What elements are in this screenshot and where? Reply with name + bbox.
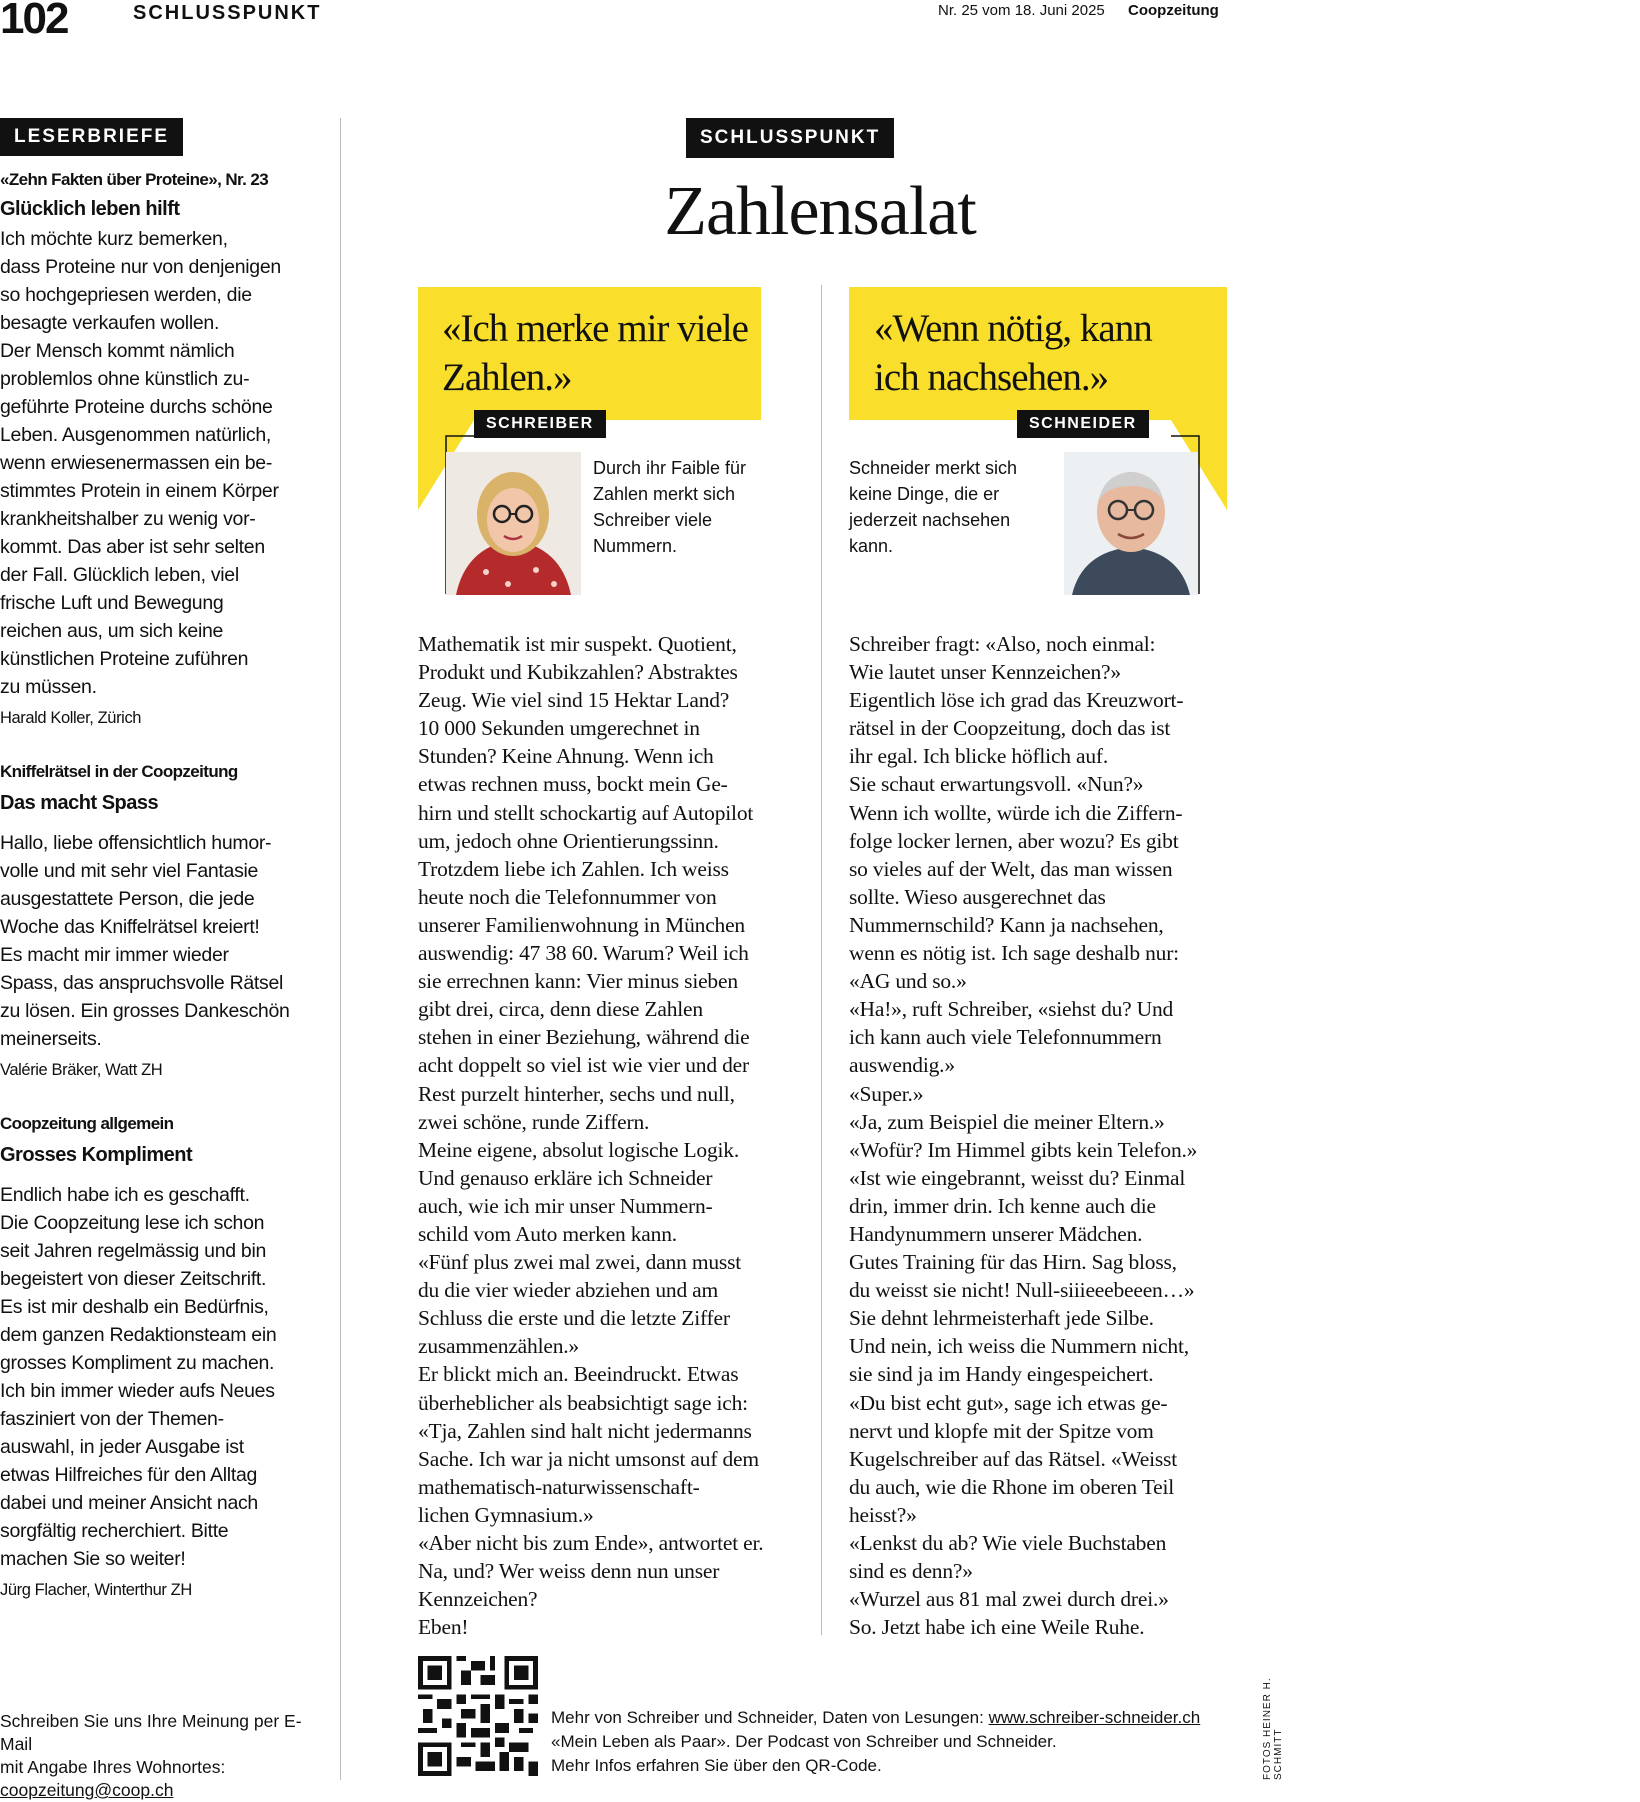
schreiber-name-badge: SCHREIBER	[474, 410, 606, 438]
letter-text: Hallo, liebe offensichtlich humor- volle und mit sehr viel Fantasie ausgestattete Person, die jede Woche das Kniffelrätsel kreiert! Es macht mir immer wieder Spass, das anspruchsvolle Rätsel zu lösen. Ein grosses Dankeschön meinerseits.	[0, 832, 290, 1050]
schreiber-caption: Durch ihr Faible für Zahlen merkt sich Schreiber viele Nummern.	[593, 458, 747, 556]
column-divider	[821, 285, 822, 1635]
letter-reference: Coopzeitung allgemein	[0, 1114, 174, 1133]
email-link[interactable]: coopzeitung@coop.ch	[0, 1780, 174, 1800]
qr-code[interactable]	[418, 1656, 538, 1776]
schneider-quote: «Wenn nötig, kann ich nachsehen.»	[874, 307, 1152, 399]
letters-column	[0, 118, 320, 1600]
letter-text: Ich möchte kurz bemerken, dass Proteine nur von denjenigen so hochgepriesen werden, die besagte verkaufen wollen. Der Mensch kommt nämlich problemlos ohne künstlich zu- geführte Proteine durchs schöne Leben. Ausgenommen natürlich, wenn erwiesenermassen ein be- stimmtes Protein in einem Körper krankheitshalber zu wenig vor- kommt. Das aber ist sehr selten der Fall. Glücklich leben, viel frische Luft und Bewegung reichen aus, um sich keine künstlichen Proteine zuführen zu müssen.	[0, 228, 281, 698]
brand-name: Coopzeitung	[1128, 2, 1219, 19]
letter-title: Grosses Kompliment	[0, 1144, 193, 1166]
letter-reference: Kniffelrätsel in der Coopzeitung	[0, 762, 238, 781]
letters-badge: LESERBRIEFE	[0, 118, 183, 156]
letter-text: Endlich habe ich es geschafft. Die Coopzeitung lese ich schon seit Jahren regelmässig und bin begeistert von dieser Zeitschrift. Es ist mir deshalb ein Bedürfnis, dem ganzen Redaktionsteam ein grosses Kompliment zu machen. Ich bin immer wieder aufs Neues fasziniert von der Themen- auswahl, in jeder Ausgabe ist etwas Hilfreiches für den Alltag dabei und meiner Ansicht nach sorgfältig recherchiert. Bitte machen Sie so weiter!	[0, 1184, 277, 1570]
photo-credit: FOTOS HEINER H. SCHMITT	[1262, 1677, 1284, 1780]
letter-title: Das macht Spass	[0, 792, 159, 814]
letter-signature: Harald Koller, Zürich	[0, 709, 142, 727]
schreiber-quote: «Ich merke mir viele Zahlen.»	[442, 307, 748, 399]
schreiber-photo	[446, 452, 581, 595]
letter-title: Glücklich leben hilft	[0, 198, 180, 220]
schneider-name-badge: SCHNEIDER	[1017, 410, 1149, 438]
headline: Zahlensalat	[664, 173, 976, 250]
schreiber-column-text: Mathematik ist mir suspekt. Quotient, Produkt und Kubikzahlen? Abstraktes Zeug. Wie viel sind 15 Hektar Land? 10 000 Sekunden umgerechnet in Stunden? Keine Ahnung. Wenn ich etwas rechnen muss, bockt mein Ge- hirn und stellt schockartig auf Autopilot um, jedoch ohne Orientierungssinn. Trotzdem liebe ich Zahlen. Ich weiss heute noch die Telefonnummer von unserer Familienwohnung in München auswendig: 47 38 60. Warum? Weil ich sie errechnen kann: Vier minus sieben gibt drei, circa, denn diese Zahlen stehen in einer Beziehung, während die acht doppelt so viel ist wie vier und der Rest purzelt hinterher, sechs und null, zwei schöne, runde Ziffern. Meine eigene, absolut logische Logik. Und genauso erkläre ich Schneider auch, wie ich mir unser Nummern- schild vom Auto merken kann. «Fünf plus zwei mal zwei, dann musst du die vier wieder abziehen und am Schluss die erste und die letzte Ziffer zusammenzählen.» Er blickt mich an. Beeindruckt. Etwas überheblicher als beabsichtigt sage ich: «Tja, Zahlen sind halt nicht jedermanns Sache. Ich war ja nicht umsonst auf dem mathematisch-naturwissenschaft- lichen Gymnasium.» «Aber nicht bis zum Ende», antwortet er. Na, und? Wer weiss denn nun unser Kennzeichen? Eben!	[418, 632, 764, 1640]
column-divider	[340, 118, 341, 1780]
letter-reference: «Zehn Fakten über Proteine», Nr. 23	[0, 170, 269, 189]
schneider-column-text: Schreiber fragt: «Also, noch einmal: Wie lautet unser Kennzeichen?» Eigentlich löse ich grad das Kreuzwort- rätsel in der Coopzeitung, doch das ist ihr egal. Ich blicke höflich auf. Sie schaut erwartungsvoll. «Nun?» Wenn ich wollte, würde ich die Ziffern- folge locker lernen, aber wozu? Es gibt so vieles auf der Welt, das man wissen sollte. Wieso ausgerechnet das Nummernschild? Kann ja nachsehen, wenn es nötig ist. Ich sage deshalb nur: «AG und so.» «Ha!», ruft Schreiber, «siehst du? Und ich kann auch viele Telefonnummern auswendig.» «Super.» «Ja, zum Beispiel die meiner Eltern.» «Wofür? Im Himmel gibts kein Telefon.» «Ist wie eingebrannt, weisst du? Einmal drin, immer drin. Ich kenne auch die Handynummern unserer Mädchen. Gutes Training für das Hirn. Sag bloss, du weisst sie nicht! Null-siiieeebeeen…» Sie dehnt lehrmeisterhaft jede Silbe. Und nein, ich weiss die Nummern nicht, sie sind ja im Handy eingespeichert. «Du bist echt gut», sage ich etwas ge- nervt und klopfe mit der Spitze vom Kugelschreiber auf das Rätsel. «Weisst du auch, wie die Rhone im oberen Teil heisst?» «Lenkst du ab? Wie viele Buchstaben sind es denn?» «Wurzel aus 81 mal zwei durch drei.» So. Jetzt habe ich eine Weile Ruhe.	[849, 632, 1198, 1640]
letter-2	[0, 762, 320, 1080]
letter-3	[0, 1114, 320, 1600]
write-us-note: Schreiben Sie uns Ihre Meinung per E-Mail mit Angabe Ihres Wohnortes: coopzeitung@coop.ch	[0, 1711, 302, 1800]
letter-signature: Jürg Flacher, Winterthur ZH	[0, 1581, 192, 1599]
schneider-photo	[1064, 452, 1198, 595]
header-section-title: SCHLUSSPUNKT	[133, 2, 322, 24]
schlusspunkt-badge: SCHLUSSPUNKT	[686, 118, 894, 158]
letter-signature: Valérie Bräker, Watt ZH	[0, 1061, 163, 1079]
page-number: 102	[0, 0, 68, 43]
letter-1	[0, 170, 320, 728]
schneider-caption: Schneider merkt sich keine Dinge, die er jederzeit nachsehen kann.	[849, 458, 1018, 556]
issue-info: Nr. 25 vom 18. Juni 2025	[938, 2, 1105, 19]
footer-info: Mehr von Schreiber und Schneider, Daten von Lesungen: www.schreiber-schneider.ch «Mein Leben als Paar». Der Podcast von Schreiber und Schneider. Mehr Infos erfahren Sie über den QR-Code.	[551, 1708, 1201, 1775]
website-link[interactable]: www.schreiber-schneider.ch	[988, 1708, 1201, 1727]
